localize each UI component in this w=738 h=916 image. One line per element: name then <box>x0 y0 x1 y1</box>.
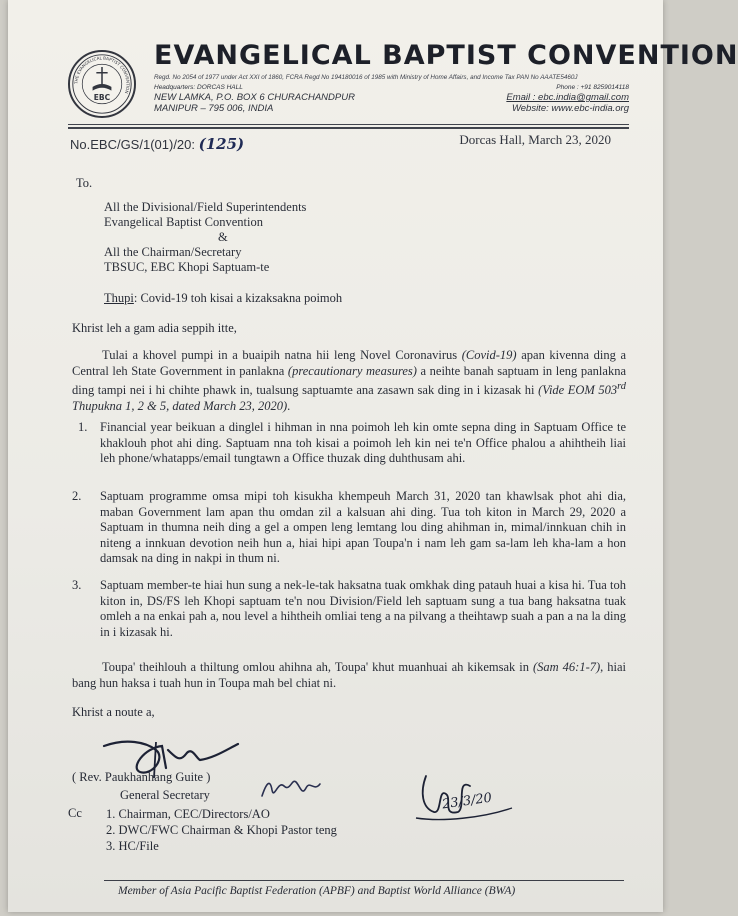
logo-ring-text: THE EVANGELICAL BAPTIST CONVENTION <box>73 55 131 95</box>
headquarters-label: Headquarters: DORCAS HALL <box>154 84 243 91</box>
signatory-title: General Secretary <box>120 788 210 802</box>
dated-signature <box>412 768 532 828</box>
recipient-line-2: Evangelical Baptist Convention <box>104 215 263 229</box>
headquarters-address <box>154 84 374 114</box>
cc-item: 3. HC/File <box>106 839 159 853</box>
contact-details <box>429 84 629 114</box>
eom-ref-end: Thupukna 1, 2 & 5, dated March 23, 2020) <box>72 398 288 413</box>
initial-signature <box>256 770 326 806</box>
closing-scripture-reference: (Sam 46:1-7) <box>532 660 601 674</box>
point-1-text: Financial year beikuan a dinglel i hihman in nna poimoh leh kin omte sepna ding in Saptuam Office te khaklouh phot ahi ding. Saptuam nna toh kisai a poimoh leh kin nei te'n Office phalou a ahihtheih liai leh phone/whatapps/email tungtawn a Office thuzak ding duhthusam ahi. <box>100 420 626 466</box>
intro-covid-term: (Covid-19) <box>461 348 517 362</box>
sign-off: Khrist a noute a, <box>72 705 155 719</box>
email-address: Email : ebc.india@gmail.com <box>506 92 629 103</box>
header-divider <box>68 124 629 125</box>
phone-number: Phone : +91 8259014118 <box>556 84 629 91</box>
point-1-number: 1. <box>78 420 88 434</box>
reference-prefix: No.EBC/GS/1(01)/20: <box>70 137 195 152</box>
recipient-line-1: All the Divisional/Field Superintendents <box>104 200 307 214</box>
intro-paragraph <box>72 348 626 415</box>
website-address: Website: www.ebc-india.org <box>511 103 629 114</box>
membership-footer: Member of Asia Pacific Baptist Federation (APBF) and Baptist World Alliance (BWA) <box>118 885 516 897</box>
logo-text: EBC <box>93 93 111 102</box>
closing-text-1: Toupa' theihlouh a thiltung omlou ahihna ah, Toupa' khut muanhuai ah kikemsak in <box>102 660 533 674</box>
letter-date: Dorcas Hall, March 23, 2020 <box>459 132 611 147</box>
recipient-address <box>104 200 464 275</box>
closing-text-2: , hiai bang hun haksa i tuah hun in Toupa mah bel chiat ni. <box>72 660 627 690</box>
signatory-name: ( Rev. Paukhanhang Guite ) <box>72 770 211 784</box>
handwritten-reference-number: (125) <box>198 135 245 153</box>
cc-item: 2. DWC/FWC Chairman & Khopi Pastor teng <box>106 823 337 837</box>
intro-precaution-term: (precautionary measures) <box>287 363 417 378</box>
cc-item: 1. Chairman, CEC/Directors/AO <box>106 807 270 821</box>
reference-number <box>70 135 244 153</box>
eom-ref-superscript: rd <box>617 381 627 393</box>
cc-list <box>106 806 426 854</box>
address-line-1: NEW LAMKA, P.O. BOX 6 CHURACHANDPUR <box>154 92 355 103</box>
point-3-text: Saptuam member-te hiai hun sung a nek-le-tak haksatna tuak omkhak ding patauh huai a kisa hi. Tua toh kiton in, DS/FS leh Khopi saptuam te'n nou Division/Field leh saptuam sung a tua bang haksatna tuak omleh a na enkai pah a, nou level a hihtheih omliai teng a na pilvang a theihtawp suah a pan a na la ding in i kizasak hi. <box>100 578 626 639</box>
to-label: To. <box>76 176 93 190</box>
signature-date: 23/3/20 <box>441 790 493 813</box>
organization-name: EVANGELICAL BAPTIST CONVENTION <box>154 40 738 71</box>
address-line-2: MANIPUR – 795 006, INDIA <box>154 103 274 114</box>
recipient-line-4: TBSUC, EBC Khopi Saptuam-te <box>104 260 270 274</box>
registration-line: Regd. No 2054 of 1977 under Act XXI of 1860, FCRA Regd No 194180016 of 1985 with Ministry of Home Affairs, and Income Tax PAN No AAATE5460J <box>154 74 578 81</box>
cc-label: Cc <box>68 806 82 820</box>
letter-page <box>8 0 738 912</box>
intro-text-2: apan kivenna ding a Central leh State Government in panlakna <box>72 348 627 378</box>
point-2-number: 2. <box>72 489 82 503</box>
footer-divider <box>104 880 624 881</box>
intro-text-1: Tulai a khovel pumpi in a buaipih natna hii leng Novel Coronavirus <box>102 348 462 362</box>
eom-ref-start: (Vide EOM 503 <box>538 383 618 398</box>
point-3-number: 3. <box>72 578 82 592</box>
recipient-line-3: All the Chairman/Secretary <box>104 245 242 259</box>
header-divider-thick <box>68 127 629 129</box>
closing-paragraph <box>72 660 626 691</box>
ebc-logo-icon <box>70 52 134 116</box>
subject-line <box>104 291 342 306</box>
recipient-ampersand: & <box>218 230 228 244</box>
subject-text: : Covid-19 toh kisai a kizaksakna poimoh <box>133 291 343 305</box>
salutation: Khrist leh a gam adia seppih itte, <box>72 321 237 335</box>
intro-text-3: a neihte banah saptuam in leng panlakna ding tampi nei i hi chihte phawk in, tualsung saptuamte ana zasawn sak ding in i kizasak hi <box>72 363 626 398</box>
intro-end: . <box>287 398 291 413</box>
point-2-text: Saptuam programme omsa mipi toh kisukha khempeuh March 31, 2020 tan khawlsak phot ahi dia, maban Government lam apan thu omdan zil a kalsuan ahi ding. Tua toh kiton in March 29, 2020 a Saptuam in thumna neih ding a gel a ompen leng lemtang lou ding ahihman in, mimal/innkuan chih in niteng a innkuan devotion neih hun a, hiai hipi apan Toupa'n i nam leh gam sa-lam leh kha-lam a hon damsak na ding in nakpi in thum ni. <box>100 489 626 566</box>
subject-label: Thupi <box>104 291 134 305</box>
ebc-logo-seal <box>68 50 136 118</box>
